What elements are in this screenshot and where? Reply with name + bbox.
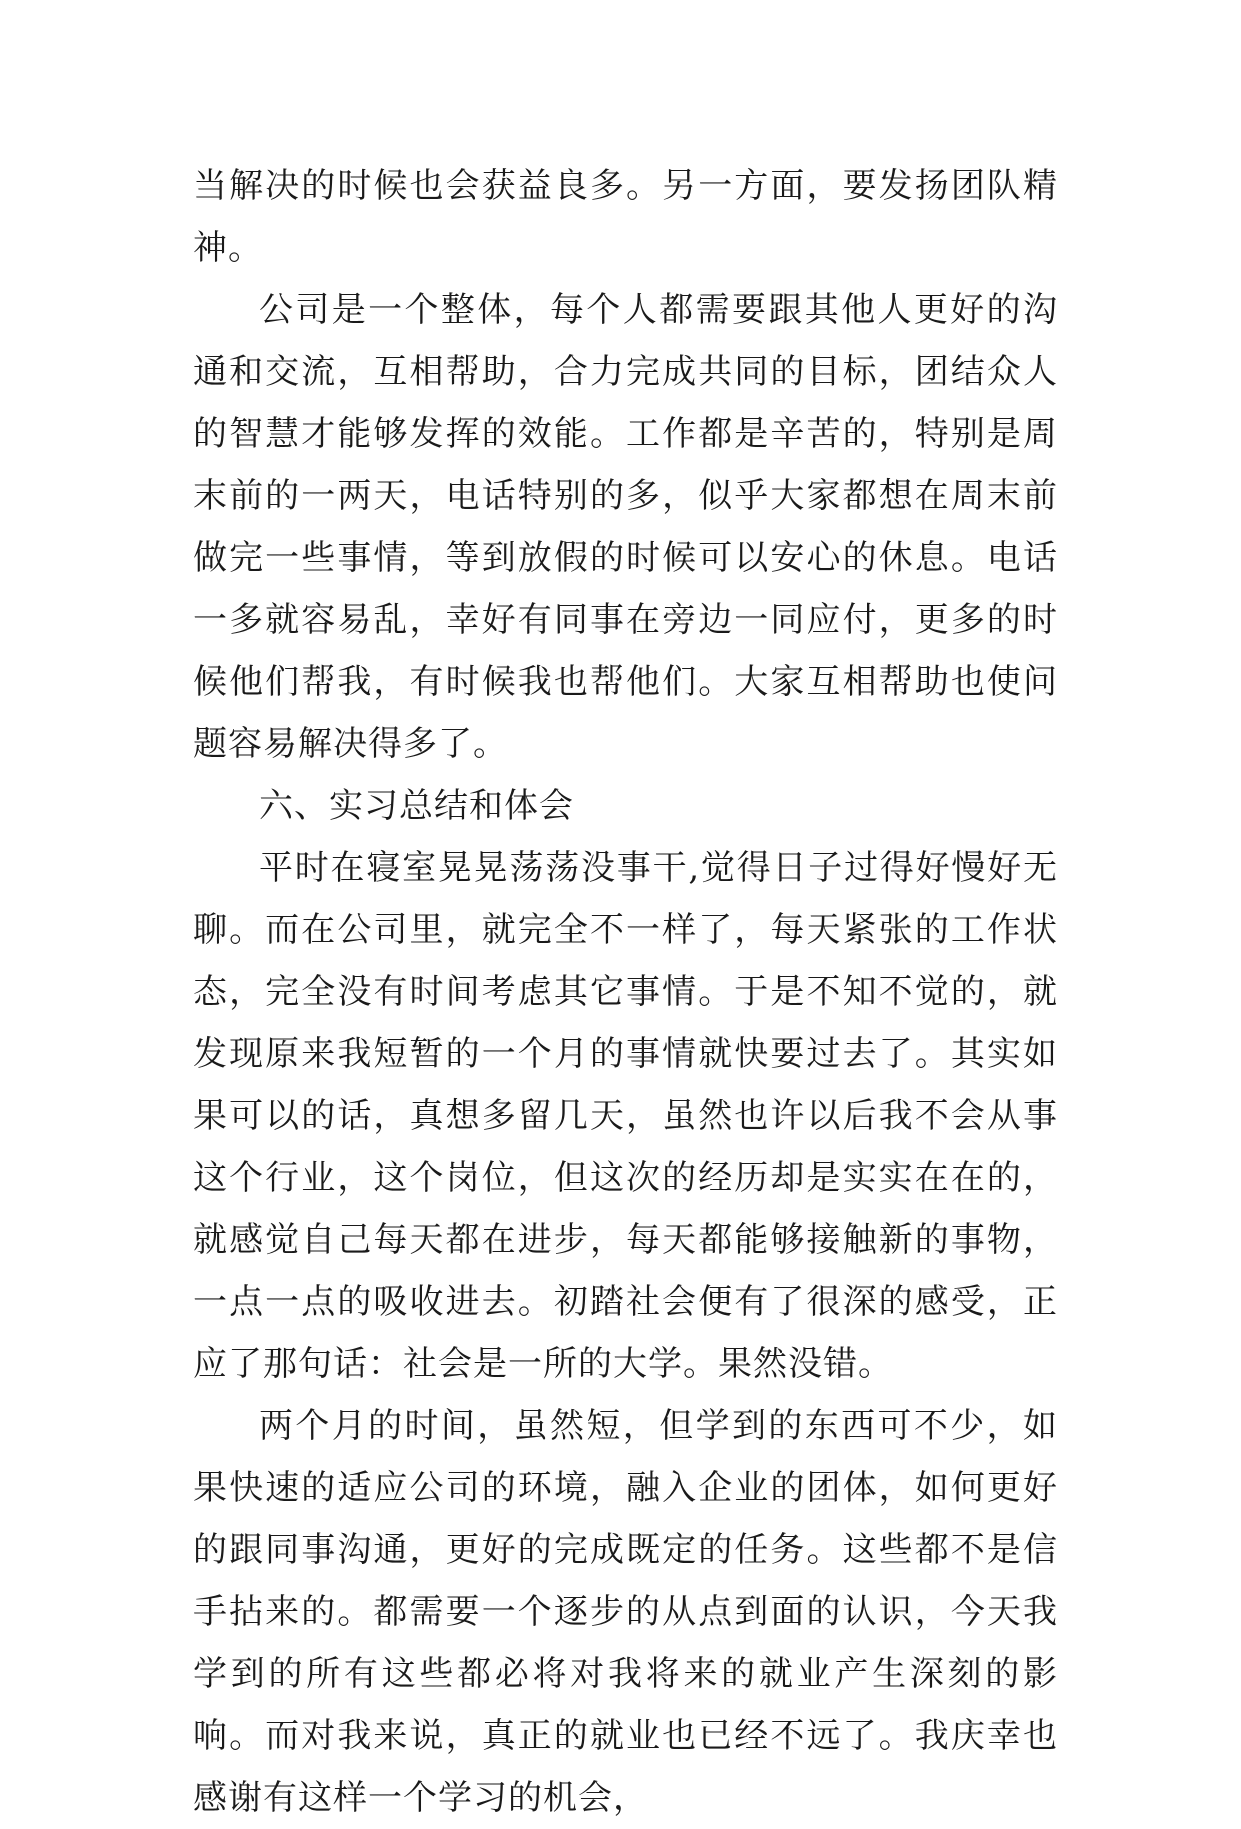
section-heading-summary: 六、实习总结和体会	[259, 786, 574, 826]
document-body	[193, 155, 1058, 1829]
paragraph-daily-life: 平时在寝室晃晃荡荡没事干,觉得日子过得好慢好无聊。而在公司里，就完全不一样了，每天紧张的工作状态，完全没有时间考虑其它事情。于是不知不觉的，就发现原来我短暂的一个月的事情就快要过去了。其实如果可以的话，真想多留几天，虽然也许以后我不会从事这个行业，这个岗位，但这次的经历却是实实在在的，就感觉自己每天都在进步，每天都能够接触新的事物，一点一点的吸收进去。初踏社会便有了很深的感受，正应了那句话：社会是一所的大学。果然没错。	[193, 848, 1058, 1384]
paragraph-continuation: 当解决的时候也会获益良多。另一方面，要发扬团队精神。	[193, 166, 1058, 268]
paragraph-two-months: 两个月的时间，虽然短，但学到的东西可不少，如果快速的适应公司的环境，融入企业的团体，如何更好的跟同事沟通，更好的完成既定的任务。这些都不是信手拈来的。都需要一个逐步的从点到面的认识，今天我学到的所有这些都必将对我将来的就业产生深刻的影响。而对我来说，真正的就业也已经不远了。我庆幸也感谢有这样一个学习的机会，	[193, 1406, 1058, 1818]
paragraph-teamwork: 公司是一个整体，每个人都需要跟其他人更好的沟通和交流，互相帮助，合力完成共同的目标，团结众人的智慧才能够发挥的效能。工作都是辛苦的，特别是周末前的一两天，电话特别的多，似乎大家都想在周末前做完一些事情，等到放假的时候可以安心的休息。电话一多就容易乱，幸好有同事在旁边一同应付，更多的时候他们帮我，有时候我也帮他们。大家互相帮助也使问题容易解决得多了。	[193, 290, 1058, 764]
